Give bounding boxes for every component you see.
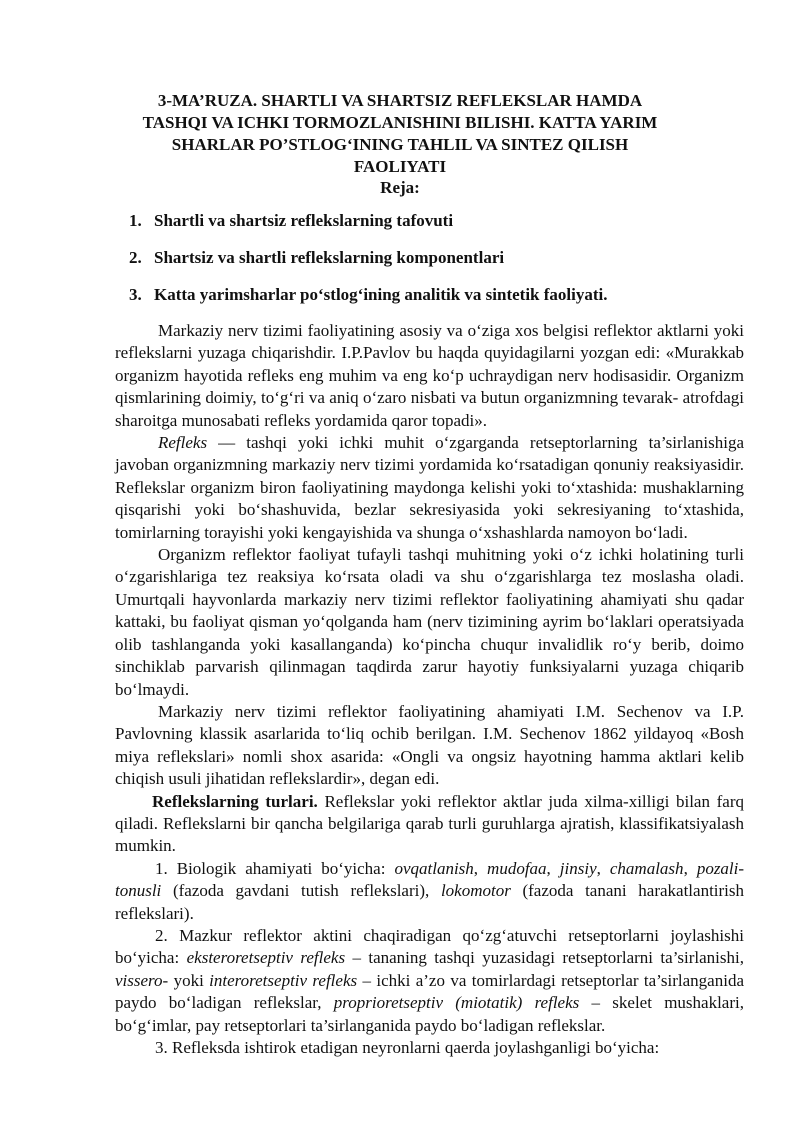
- paragraph-text: – tananing tashqi yuzasidagi retseptorlarni ta’sirlanishi,: [345, 948, 744, 968]
- lecture-title: [118, 90, 682, 178]
- plan-item-number: 3.: [129, 285, 142, 304]
- term-italic: ovqatlanish: [394, 858, 474, 878]
- title-line: TASHQI VA ICHKI TORMOZLANISHINI BILISHI. KATTA YARIM: [142, 113, 658, 132]
- separator: ,: [546, 858, 560, 878]
- separator: ,: [473, 858, 488, 878]
- paragraph: [115, 791, 744, 858]
- title-line: 3-MA’RUZA. SHARTLI VA SHARTSIZ REFLEKSLAR HAMDA: [157, 91, 643, 110]
- paragraph-text: Reflekslar yoki reflektor aktlar juda xilma-xilligi bilan farq qiladi. Reflekslarni bir qancha belgilariga qarab turli guruhlarga ajratish, klassifikatsiyalash mumkin.: [115, 791, 744, 856]
- paragraph-text: (fazoda tanani harakatlantirish reflekslari).: [115, 881, 745, 923]
- section-heading: Reflekslarning turlari.: [152, 791, 318, 811]
- term-italic: Refleks: [158, 433, 208, 453]
- separator: ,: [683, 858, 697, 878]
- plan-item-text: Shartsiz va shartli reflekslarning komponentlari: [154, 248, 505, 267]
- plan-item-text: Katta yarimsharlar po‘stlog‘ining analitik va sintetik faoliyati.: [154, 285, 608, 304]
- term-italic: eksteroretseptiv refleks: [186, 948, 346, 968]
- paragraph-text: (fazoda gavdani tutish reflekslari),: [161, 881, 441, 901]
- term-italic: jinsiy: [559, 858, 597, 878]
- paragraph: Markaziy nerv tizimi faoliyatining asosiy va o‘ziga xos belgisi reflektor aktlarni yoki reflekslarni yuzaga chiqarishdir. I.P.Pavlov bu haqda quyidagilarni yozgan edi: «Murakkab organizm hayotida refleks eng muhim va eng ko‘p uchraydigan nerv hodisasidir. Organizm qismlarining doimiy, to‘g‘ri va aniq o‘zaro nisbati va butun organizmning tevarak- atrofdagi sharoitga munosabati refleks yordamida qaror topadi».: [115, 321, 744, 430]
- paragraph-text: 2. Mazkur reflektor aktini chaqiradigan qo‘zg‘atuvchi retseptorlarni joylashishi bo‘yicha:: [115, 925, 744, 968]
- paragraph: 3. Refleksda ishtirok etadigan neyronlarni qaerda joylashganligi bo‘yicha:: [155, 1038, 660, 1057]
- title-line: SHARLAR PO’STLOG‘INING TAHLIL VA SINTEZ QILISH: [171, 135, 629, 154]
- paragraph: Organizm reflektor faoliyat tufayli tashqi muhitning yoki o‘z ichki holatining turli o‘zgarishlariga tez reaksiya ko‘rsata oladi va shu o‘zgarishlarga tez moslasha oladi. Umurtqali hayvonlarda markaziy nerv tizimi reflektor faoliyatining ahamiyati shu qadar kattaki, bu faoliyat qisman yo‘qolganda ham (nerv tizimining ayrim bo‘laklari operatsiyada olib tashlanganda yoki kasallanganda) ko‘pincha chuqur invalidlik ro‘y berib, doimo sinchiklab parvarish qilinmagan taqdirda zarur hayotiy funksiyalarni yuzaga chiqarib bo‘lmaydi.: [115, 545, 744, 699]
- plan-item: [129, 247, 729, 269]
- plan-item-text: Shartli va shartsiz reflekslarning tafovuti: [154, 211, 454, 230]
- paragraph: [115, 858, 744, 925]
- plan-heading: Reja:: [380, 178, 420, 197]
- paragraph-text: – ichki a’zo va tomirlardagi retseptorlar ta’sirlanganida paydo bo‘ladigan reflekslar,: [115, 970, 744, 1013]
- plan-item-number: 1.: [129, 211, 142, 230]
- plan-item: [129, 210, 729, 232]
- term-italic: pozali-tonusli: [115, 858, 745, 901]
- paragraph-text: – skelet mushaklari, bo‘g‘imlar, pay retseptorlari ta’sirlanganida paydo bo‘ladigan reflekslar.: [115, 993, 744, 1035]
- paragraph: Markaziy nerv tizimi reflektor faoliyatining ahamiyati I.M. Sechenov va I.P. Pavlovning klassik asarlarida to‘liq ochib berilgan. I.M. Sechenov 1862 yildayoq «Bosh miya reflekslari» nomli shox asarida: «Ongli va ongsiz hayotning hamma aktlari kelib chiqish usuli jihatidan reflekslardir», degan edi.: [115, 701, 744, 789]
- separator: ,: [596, 858, 610, 878]
- term-italic: vissero-: [115, 970, 169, 990]
- term-italic: chamalash: [609, 858, 684, 878]
- term-italic: interoretseptiv refleks: [209, 970, 358, 990]
- paragraph: [115, 925, 744, 1037]
- paragraph-text: yoki: [168, 970, 210, 990]
- body-text: [115, 320, 744, 1059]
- plan-item: [129, 284, 729, 306]
- paragraph: [115, 432, 744, 544]
- title-line: FAOLIYATI: [353, 157, 447, 176]
- paragraph-text: — tashqi yoki ichki muhit o‘zgarganda retseptorlarning ta’sirlanishiga javoban organizmning markaziy nerv tizimi yordamida ko‘rsatadigan qonuniy reaksiyasidir. Reflekslar organizm biron faoliyatining maydonga kelishi yoki to‘xtashida: mushaklarning qisqarishi yoki bo‘shashuvida, bezlar sekresiyasida yoki sekresiyaning to‘xtashida, tomirlarning torayishi yoki kengayishida va shunga o‘xshashlarda namoyon bo‘ladi.: [115, 433, 744, 542]
- term-italic: lokomotor: [440, 881, 511, 901]
- paragraph-text: 1. Biologik ahamiyati bo‘yicha:: [155, 858, 395, 878]
- plan-item-number: 2.: [129, 248, 142, 267]
- term-italic: proprioretseptiv (miotatik) refleks: [333, 993, 580, 1013]
- term-italic: mudofaa: [487, 858, 547, 878]
